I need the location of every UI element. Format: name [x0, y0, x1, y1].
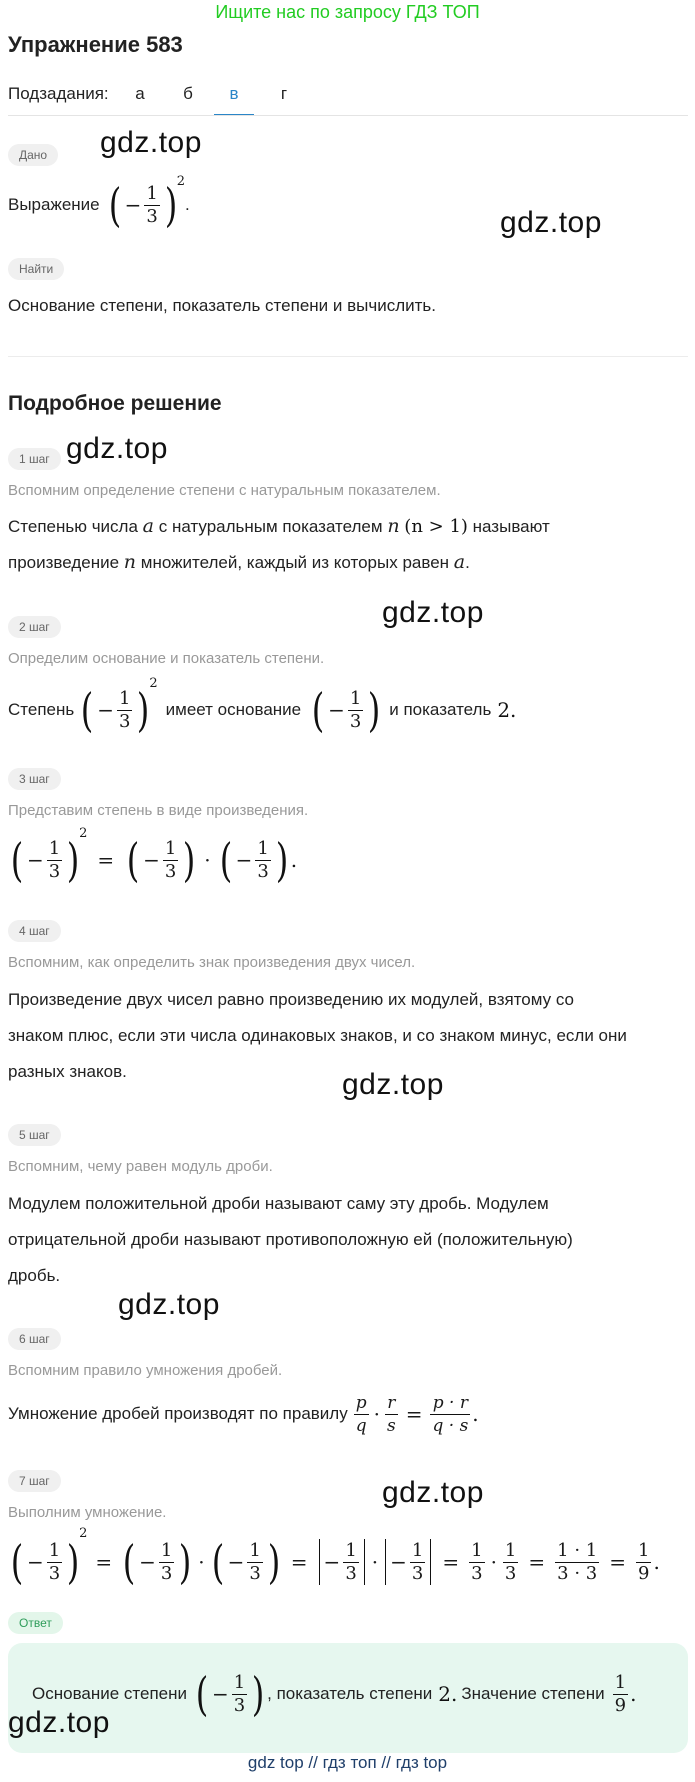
- footer-links[interactable]: gdz top // гдз топ // гдз top: [247, 1753, 448, 1772]
- given-prefix: Выражение: [8, 195, 100, 214]
- answer-badge: Ответ: [8, 1612, 63, 1634]
- step-1-line-1: Степенью числа a с натуральным показателем n (n > 1) называют: [8, 515, 550, 537]
- given-badge: Дано: [8, 144, 58, 166]
- watermark: gdz.top: [382, 1476, 484, 1509]
- watermark: gdz.top: [500, 206, 602, 239]
- step-4-hint: Вспомним, как определить знак произведения двух чисел.: [8, 954, 416, 971]
- find-badge: Найти: [8, 258, 64, 280]
- step-5-badge: 5 шаг: [8, 1124, 61, 1146]
- step-5-line-1: Модулем положительной дроби называют саму эту дробь. Модулем: [8, 1194, 549, 1213]
- subtasks-nav: [8, 84, 688, 116]
- step-5-line-3: дробь.: [8, 1266, 61, 1285]
- step-2-badge: 2 шаг: [8, 616, 61, 638]
- step-4-line-3: разных знаков.: [8, 1062, 127, 1081]
- watermark: gdz.top: [382, 596, 484, 629]
- watermark: gdz.top: [118, 1288, 220, 1321]
- subtask-tab-v[interactable]: в: [214, 84, 254, 116]
- section-divider: [8, 356, 688, 357]
- step-5-line-2: отрицательной дроби называют противоположную ей (положительную): [8, 1230, 573, 1249]
- step-4-line-2: знаком плюс, если эти числа одинаковых знаков, и со знаком минус, если они: [8, 1026, 627, 1045]
- subtask-tab-b[interactable]: б: [183, 84, 193, 103]
- step-6-badge: 6 шаг: [8, 1328, 61, 1350]
- fraction-one-third: $\frac{1}{3}$: [146, 182, 158, 227]
- watermark: gdz.top: [100, 126, 202, 159]
- watermark: gdz.top: [66, 432, 168, 465]
- step-1-hint: Вспомним определение степени с натуральным показателем.: [8, 482, 441, 499]
- answer-math: Основание степени ( − $\frac{1}{3}$ ) , показатель степени 2. Значение степени $\frac{1}{9}$ .: [32, 1667, 637, 1721]
- page-title: Упражнение 583: [8, 32, 183, 57]
- step-7-hint: Выполним умножение.: [8, 1504, 167, 1521]
- step-4-line-1: Произведение двух чисел равно произведению их модулей, взятому со: [8, 990, 575, 1009]
- step-1-line-2: произведение n множителей, каждый из которых равен a.: [8, 551, 470, 573]
- step-3-hint: Представим степень в виде произведения.: [8, 802, 309, 819]
- step-6-math: Умножение дробей производят по правилу $\frac{p}{q}$ · $\frac{r}{s}$ = $\frac{p \cdot r}{q \cdot s}$ .: [8, 1392, 479, 1436]
- step-3-math: ( − $\frac{1}{3}$ ) 2 = ( − $\frac{1}{3}$ ) · ( − $\frac{1}{3}$ ) .: [10, 826, 298, 887]
- subtask-tab-a[interactable]: а: [135, 84, 145, 103]
- promo-banner[interactable]: Ищите нас по запросу ГДЗ ТОП: [215, 2, 480, 22]
- step-1-badge: 1 шаг: [8, 448, 61, 470]
- given-expression: Выражение ( − $\frac{1}{3}$ ) 2 .: [8, 174, 190, 232]
- step-5-hint: Вспомним, чему равен модуль дроби.: [8, 1158, 273, 1175]
- solution-title: Подробное решение: [8, 392, 222, 415]
- find-text: Основание степени, показатель степени и вычислить.: [8, 296, 436, 315]
- step-7-badge: 7 шаг: [8, 1470, 61, 1492]
- step-2-hint: Определим основание и показатель степени.: [8, 650, 325, 667]
- step-6-hint: Вспомним правило умножения дробей.: [8, 1362, 283, 1379]
- step-2-math: Степень ( − $\frac{1}{3}$ ) 2 имеет основание ( − $\frac{1}{3}$ ) и показатель 2.: [8, 676, 517, 737]
- subtasks-label: Подзадания:: [8, 84, 109, 103]
- watermark: gdz.top: [8, 1706, 110, 1739]
- subtasks-divider: [8, 115, 688, 116]
- step-3-badge: 3 шаг: [8, 768, 61, 790]
- step-7-math: ( − $\frac{1}{3}$ ) 2 = ( − $\frac{1}{3}$ ) · ( − $\frac{1}{3}$ ) = − $\frac{1}{3}$ · − $\frac{1}{3}$ = $\frac{1}{3}$ · $\frac{1}{3}$ = $\frac{1 \cdot 1}{3 \cdot 3}$ = $\frac{1}{9}$ .: [10, 1526, 660, 1589]
- step-4-badge: 4 шаг: [8, 920, 61, 942]
- subtask-tab-g[interactable]: г: [280, 84, 288, 103]
- watermark: gdz.top: [342, 1068, 444, 1101]
